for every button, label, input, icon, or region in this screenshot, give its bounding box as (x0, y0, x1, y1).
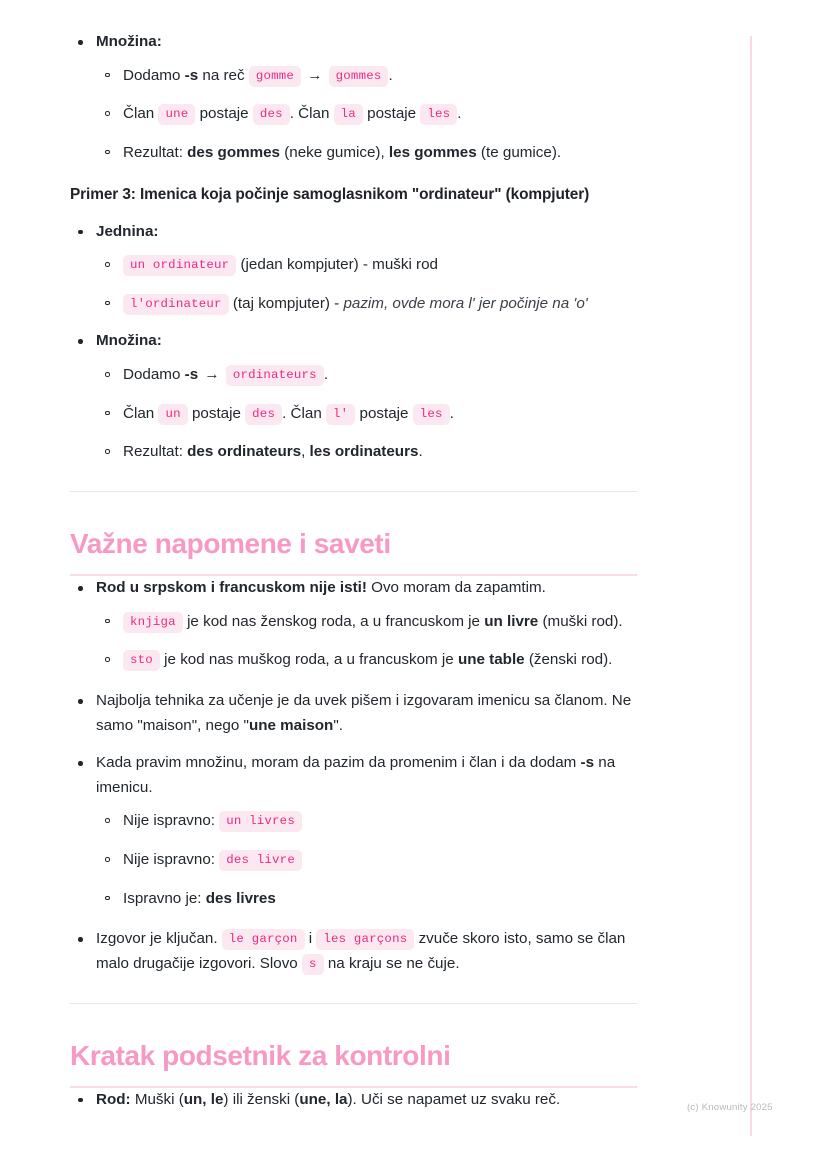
primer3-plural-title: Množina: (96, 332, 162, 350)
code-chip-lordinateur: l'ordinateur (123, 294, 229, 315)
list-item (96, 253, 638, 278)
list-item (70, 1088, 638, 1113)
list-item (96, 402, 638, 427)
text-fragment: i (304, 930, 317, 948)
gomme-plural-title: Množina: (96, 33, 162, 50)
text-fragment: . Član (289, 105, 334, 123)
text-fragment: Muški ( (130, 1090, 184, 1108)
list-item (96, 64, 638, 89)
primer3-heading: Primer 3: Imenica koja počinje samoglasnikom "ordinateur" (kompjuter) (70, 185, 590, 203)
napomene-sublist-1 (96, 610, 638, 673)
text-fragment: Dodamo (123, 66, 185, 84)
text-bold-les-gommes: les gommes (388, 143, 477, 161)
text-fragment: (taj kompjuter) - (232, 294, 344, 312)
code-chip-des: des (245, 404, 282, 425)
text-fragment: postaje (362, 105, 421, 123)
code-chip-s: s (302, 954, 324, 975)
podsetnik-list (70, 1088, 638, 1113)
text-fragment: Najbolja tehnika za učenje je da uvek pišem i izgovaram imenicu sa članom. Ne samo "maison", nego " (96, 691, 632, 734)
list-item (70, 220, 638, 317)
napomene-list (70, 576, 638, 977)
text-bold-un-le: un, le (183, 1090, 224, 1108)
list-item (70, 927, 638, 976)
text-fragment: . (323, 366, 329, 383)
list-item (96, 102, 638, 127)
list-item (70, 30, 638, 166)
list-item (96, 648, 638, 673)
text-bold-s: -s (184, 66, 199, 84)
text-fragment: Nije ispravno: (123, 812, 220, 830)
code-chip-sto: sto (123, 650, 160, 671)
code-chip-des: des (253, 104, 290, 125)
text-fragment: je kod nas muškog roda, a u francuskom je (164, 651, 458, 669)
text-fragment: (ženski rod). (524, 651, 613, 669)
list-item (96, 809, 638, 834)
text-fragment: Izgovor je ključan. (96, 930, 222, 948)
text-fragment: Član (123, 105, 159, 123)
right-margin-rule (750, 36, 752, 1136)
text-fragment: . (388, 66, 393, 84)
list-item (70, 329, 638, 465)
list-item (96, 141, 638, 166)
list-item (96, 610, 638, 635)
text-fragment: , (301, 443, 310, 461)
text-fragment: Nije ispravno: (123, 851, 220, 869)
text-bold-des-gommes: des gommes (187, 143, 281, 161)
section-divider (70, 1003, 637, 1004)
text-fragment: postaje (195, 105, 253, 123)
list-item (96, 363, 638, 388)
text-fragment: (jedan kompjuter) - muški rod (240, 256, 439, 274)
text-bold-une-la: une, la (299, 1090, 348, 1108)
text-bold-un-livre: un livre (484, 612, 539, 630)
podsetnik-heading: Kratak podsetnik za kontrolni (70, 1039, 451, 1071)
primer3-plural-sublist (96, 363, 638, 465)
primer3-list (70, 220, 638, 465)
text-fragment: (neke gumice), (280, 143, 389, 161)
code-chip-knjiga: knjiga (123, 612, 183, 633)
text-fragment: . (418, 443, 423, 461)
text-fragment: na imenicu. (96, 754, 616, 796)
footer-copyright: (c) Knowunity 2025 (687, 1102, 773, 1113)
text-fragment: . Član (282, 404, 326, 422)
code-chip-le-garcon: le garçon (222, 929, 305, 950)
text-fragment: na reč (198, 66, 249, 84)
code-chip-les: les (420, 104, 457, 125)
text-bold-des-ordinateurs: des ordinateurs (187, 443, 302, 461)
code-chip-un: un (158, 404, 187, 425)
text-fragment: ). Uči se napamet uz svaku reč. (347, 1090, 561, 1108)
code-chip-l-apostrophe: l' (326, 404, 355, 425)
text-fragment: Ispravno je: (123, 889, 206, 907)
text-bold-rod-nije-isti: Rod u srpskom i francuskom nije isti! (96, 579, 367, 597)
primer3-singular-sublist (96, 253, 638, 316)
arrow-icon: → (204, 366, 220, 383)
text-fragment: Ovo moram da zapamtim. (366, 579, 546, 597)
napomene-heading: Važne napomene i saveti (70, 527, 391, 559)
code-chip-gommes: gommes (329, 66, 389, 87)
list-item (70, 751, 638, 911)
text-fragment: Rezultat: (123, 143, 188, 161)
text-fragment: . (449, 404, 454, 422)
text-fragment: (te gumice). (476, 143, 562, 161)
text-fragment: Rezultat: (123, 443, 188, 461)
text-fragment: ". (333, 716, 343, 734)
text-fragment: Član (123, 404, 159, 422)
code-chip-des-livre: des livre (219, 850, 302, 871)
code-chip-gomme: gomme (249, 66, 301, 87)
text-italic-note: pazim, ovde mora l' jer počinje na 'o' (343, 294, 588, 312)
text-fragment: na kraju se ne čuje. (323, 954, 460, 972)
code-chip-ordinateurs: ordinateurs (226, 365, 324, 386)
text-bold-s: -s (580, 754, 595, 772)
text-fragment: postaje (355, 404, 413, 422)
text-bold-une-table: une table (457, 651, 525, 669)
text-fragment: Kada pravim množinu, moram da pazim da promenim i član i da dodam (96, 754, 581, 772)
list-item (70, 576, 638, 673)
primer3-singular-title: Jednina: (96, 222, 159, 240)
code-chip-les: les (413, 404, 450, 425)
text-fragment: . (457, 105, 462, 123)
napomene-sublist-3 (96, 809, 638, 911)
text-bold-une-maison: une maison (248, 716, 334, 734)
text-bold-s: -s (184, 366, 199, 383)
text-fragment: je kod nas ženskog roda, a u francuskom je (187, 612, 485, 630)
section-divider (70, 491, 637, 492)
text-fragment: postaje (187, 404, 246, 422)
text-fragment: (muški rod). (538, 612, 623, 630)
arrow-icon: → (307, 66, 323, 84)
text-fragment: zvuče skoro isto, samo se član malo drugačije izgovori. Slovo (96, 930, 626, 972)
text-bold-les-ordinateurs: les ordinateurs (309, 443, 419, 461)
list-item (96, 440, 638, 465)
list-item (96, 887, 638, 912)
code-chip-un-livres: un livres (219, 811, 302, 832)
text-fragment: ) ili ženski ( (223, 1090, 300, 1108)
list-item (96, 848, 638, 873)
list-item (70, 689, 638, 738)
code-chip-un-ordinateur: un ordinateur (123, 255, 236, 276)
text-bold-rod: Rod: (96, 1090, 131, 1108)
list-item (96, 292, 638, 317)
text-fragment: Dodamo (123, 366, 185, 383)
gomme-plural-list (70, 30, 638, 166)
code-chip-une: une (158, 104, 195, 125)
text-bold-des-livres: des livres (205, 889, 276, 907)
document-content (70, 30, 638, 1123)
code-chip-la: la (334, 104, 363, 125)
code-chip-les-garcons: les garçons (316, 929, 414, 950)
gomme-plural-sublist (96, 64, 638, 166)
